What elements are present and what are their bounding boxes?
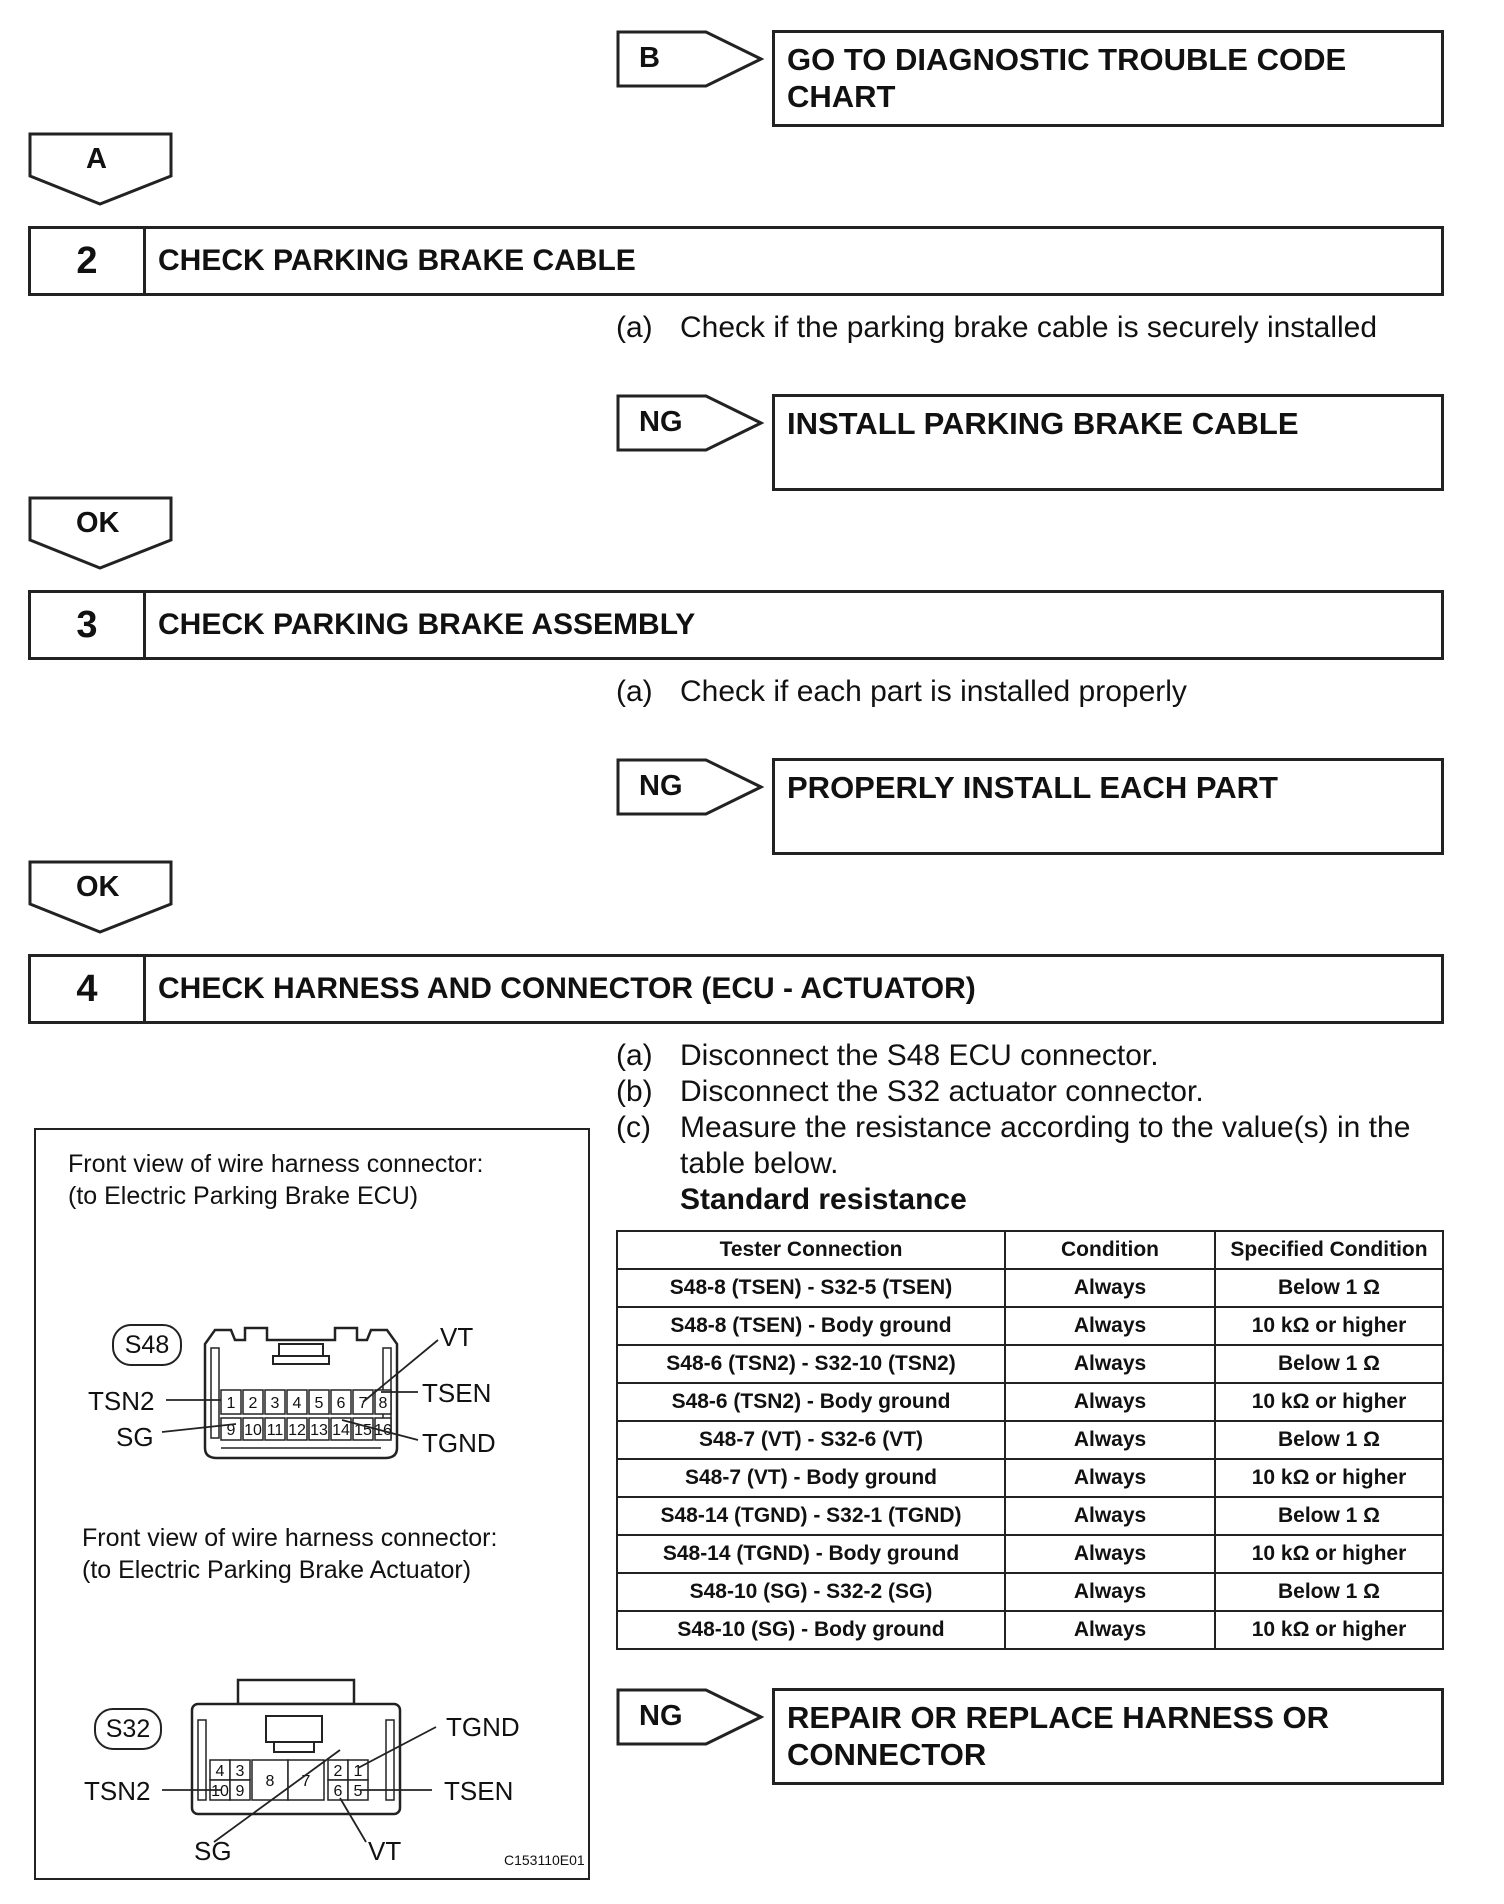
tag-label: OK bbox=[76, 871, 120, 903]
table-cell: S48-10 (SG) - Body ground bbox=[617, 1611, 1005, 1649]
step-2-instruction bbox=[616, 310, 1456, 346]
pin-number: 15 bbox=[354, 1422, 372, 1439]
table-cell: 10 kΩ or higher bbox=[1215, 1383, 1443, 1421]
pin-number: 1 bbox=[353, 1763, 363, 1780]
action-line-1: GO TO DIAGNOSTIC TROUBLE CODE bbox=[787, 42, 1347, 77]
table-row bbox=[617, 1383, 1443, 1421]
instruction-text: Measure the resistance according to the value(s) in the bbox=[680, 1111, 1411, 1144]
table-cell: Always bbox=[1005, 1345, 1215, 1383]
connector-id: S48 bbox=[124, 1330, 170, 1359]
step-3-ok-tag bbox=[28, 860, 174, 934]
step-title: CHECK PARKING BRAKE CABLE bbox=[158, 244, 636, 277]
actuator-leader-lines bbox=[36, 1130, 592, 1882]
tag-label: NG bbox=[639, 406, 683, 438]
instruction-item bbox=[616, 1038, 1466, 1074]
step-title: CHECK PARKING BRAKE ASSEMBLY bbox=[158, 608, 696, 641]
pin-number: 11 bbox=[266, 1422, 284, 1439]
pin-number: 8 bbox=[378, 1395, 388, 1412]
table-row bbox=[617, 1345, 1443, 1383]
vt-label: VT bbox=[368, 1836, 402, 1866]
step-2-ok-tag bbox=[28, 496, 174, 570]
instruction-key: (a) bbox=[616, 1039, 653, 1072]
tag-label: A bbox=[86, 143, 107, 175]
table-cell: 10 kΩ or higher bbox=[1215, 1611, 1443, 1649]
step-number: 2 bbox=[31, 229, 146, 293]
step-4-ng-tag bbox=[616, 1688, 764, 1746]
pin-number: 6 bbox=[333, 1783, 343, 1800]
pin-number: 10 bbox=[244, 1422, 262, 1439]
instruction-text: Check if each part is installed properly bbox=[680, 675, 1187, 708]
connector-id: S32 bbox=[105, 1714, 151, 1743]
tsen-label: TSEN bbox=[422, 1378, 492, 1408]
table-cell: S48-7 (VT) - S32-6 (VT) bbox=[617, 1421, 1005, 1459]
pin-number: 9 bbox=[226, 1422, 236, 1439]
table-cell: Below 1 Ω bbox=[1215, 1573, 1443, 1611]
pin-number: 4 bbox=[292, 1395, 302, 1412]
table-cell: Below 1 Ω bbox=[1215, 1269, 1443, 1307]
table-row bbox=[617, 1459, 1443, 1497]
step-number: 4 bbox=[31, 957, 146, 1021]
tag-label: NG bbox=[639, 1700, 683, 1732]
table-cell: 10 kΩ or higher bbox=[1215, 1307, 1443, 1345]
action-line-2: CONNECTOR bbox=[787, 1737, 987, 1772]
table-row bbox=[617, 1497, 1443, 1535]
step-2-header bbox=[28, 226, 1444, 296]
table-cell: S48-8 (TSEN) - S32-5 (TSEN) bbox=[617, 1269, 1005, 1307]
instruction-item bbox=[616, 1146, 1466, 1182]
pin-number: 1 bbox=[226, 1395, 236, 1412]
instruction-key: (b) bbox=[616, 1075, 653, 1108]
column-header: Tester Connection bbox=[617, 1231, 1005, 1269]
tag-label: B bbox=[639, 42, 660, 74]
tag-label: OK bbox=[76, 507, 120, 539]
result-b-tag bbox=[616, 30, 764, 88]
pin-number: 7 bbox=[358, 1395, 368, 1412]
table-cell: Always bbox=[1005, 1459, 1215, 1497]
pin-number: 14 bbox=[332, 1422, 350, 1439]
action-line-1: REPAIR OR REPLACE HARNESS OR bbox=[787, 1700, 1329, 1735]
pin-number: 5 bbox=[314, 1395, 324, 1412]
tsn2-label: TSN2 bbox=[84, 1776, 151, 1806]
result-b-action bbox=[772, 30, 1444, 127]
caption-line-2: (to Electric Parking Brake Actuator) bbox=[82, 1556, 472, 1584]
table-cell: S48-10 (SG) - S32-2 (SG) bbox=[617, 1573, 1005, 1611]
step-3-instruction bbox=[616, 674, 1456, 710]
step-2-ng-action bbox=[772, 394, 1444, 491]
pin-number: 6 bbox=[336, 1395, 346, 1412]
connector-diagram bbox=[34, 1128, 590, 1880]
table-row bbox=[617, 1269, 1443, 1307]
tgnd-label: TGND bbox=[446, 1712, 520, 1742]
instruction-item bbox=[616, 1074, 1466, 1110]
instruction-text: Disconnect the S32 actuator connector. bbox=[680, 1075, 1204, 1108]
table-cell: Always bbox=[1005, 1269, 1215, 1307]
tsn2-label: TSN2 bbox=[88, 1386, 155, 1416]
table-cell: Always bbox=[1005, 1573, 1215, 1611]
column-header: Condition bbox=[1005, 1231, 1215, 1269]
instruction-text: Check if the parking brake cable is securely installed bbox=[680, 311, 1378, 344]
instruction-text: table below. bbox=[680, 1147, 839, 1180]
pin-number: 9 bbox=[235, 1783, 245, 1800]
table-row bbox=[617, 1421, 1443, 1459]
action-line-1: PROPERLY INSTALL EACH PART bbox=[787, 770, 1278, 805]
instruction-key: (a) bbox=[616, 311, 653, 344]
pin-number: 8 bbox=[265, 1773, 275, 1790]
sg-label: SG bbox=[116, 1422, 154, 1452]
pin-number: 7 bbox=[301, 1773, 311, 1790]
action-line-1: INSTALL PARKING BRAKE CABLE bbox=[787, 406, 1299, 441]
column-header: Specified Condition bbox=[1215, 1231, 1443, 1269]
table-cell: Always bbox=[1005, 1421, 1215, 1459]
resistance-table bbox=[616, 1230, 1444, 1650]
instruction-item bbox=[616, 1110, 1466, 1146]
pin-number: 5 bbox=[353, 1783, 363, 1800]
tag-label: NG bbox=[639, 770, 683, 802]
table-cell: S48-8 (TSEN) - Body ground bbox=[617, 1307, 1005, 1345]
pin-number: 4 bbox=[215, 1763, 225, 1780]
pin-number: 3 bbox=[235, 1763, 245, 1780]
table-row bbox=[617, 1573, 1443, 1611]
caption-line-1: Front view of wire harness connector: bbox=[68, 1150, 484, 1178]
pin-number: 13 bbox=[310, 1422, 328, 1439]
pin-number: 12 bbox=[288, 1422, 306, 1439]
instruction-text: Disconnect the S48 ECU connector. bbox=[680, 1039, 1159, 1072]
instruction-key: (c) bbox=[616, 1111, 651, 1144]
pin-number: 2 bbox=[333, 1763, 343, 1780]
standard-resistance-label: Standard resistance bbox=[680, 1183, 967, 1216]
table-cell: Always bbox=[1005, 1497, 1215, 1535]
table-cell: Always bbox=[1005, 1383, 1215, 1421]
table-cell: S48-6 (TSN2) - S32-10 (TSN2) bbox=[617, 1345, 1005, 1383]
table-cell: Always bbox=[1005, 1611, 1215, 1649]
vt-label: VT bbox=[440, 1322, 474, 1352]
tgnd-label: TGND bbox=[422, 1428, 496, 1458]
step-4-instructions bbox=[616, 1038, 1466, 1218]
table-header-row bbox=[617, 1231, 1443, 1269]
table-cell: 10 kΩ or higher bbox=[1215, 1535, 1443, 1573]
result-a-tag bbox=[28, 132, 174, 206]
pin-number: 16 bbox=[374, 1422, 392, 1439]
step-2-ng-tag bbox=[616, 394, 764, 452]
table-cell: 10 kΩ or higher bbox=[1215, 1459, 1443, 1497]
table-row bbox=[617, 1611, 1443, 1649]
table-cell: Below 1 Ω bbox=[1215, 1345, 1443, 1383]
table-row bbox=[617, 1307, 1443, 1345]
step-number: 3 bbox=[31, 593, 146, 657]
table-cell: S48-14 (TGND) - S32-1 (TGND) bbox=[617, 1497, 1005, 1535]
caption-line-1: Front view of wire harness connector: bbox=[82, 1524, 498, 1552]
pin-number: 10 bbox=[211, 1783, 229, 1800]
table-cell: S48-7 (VT) - Body ground bbox=[617, 1459, 1005, 1497]
caption-line-2: (to Electric Parking Brake ECU) bbox=[68, 1182, 419, 1210]
tsen-label: TSEN bbox=[444, 1776, 514, 1806]
pin-number: 2 bbox=[248, 1395, 258, 1412]
table-row bbox=[617, 1535, 1443, 1573]
sg-label: SG bbox=[194, 1836, 232, 1866]
step-3-ng-action bbox=[772, 758, 1444, 855]
step-3-header bbox=[28, 590, 1444, 660]
step-3-ng-tag bbox=[616, 758, 764, 816]
step-title: CHECK HARNESS AND CONNECTOR (ECU - ACTUATOR) bbox=[158, 972, 976, 1005]
instruction-key: (a) bbox=[616, 675, 653, 708]
action-line-2: CHART bbox=[787, 79, 896, 114]
table-cell: Always bbox=[1005, 1535, 1215, 1573]
step-4-ng-action bbox=[772, 1688, 1444, 1785]
table-cell: Always bbox=[1005, 1307, 1215, 1345]
pin-number: 3 bbox=[270, 1395, 280, 1412]
figure-code: C153110E01 bbox=[504, 1852, 585, 1868]
table-cell: S48-6 (TSN2) - Body ground bbox=[617, 1383, 1005, 1421]
step-4-header bbox=[28, 954, 1444, 1024]
table-cell: Below 1 Ω bbox=[1215, 1497, 1443, 1535]
table-cell: S48-14 (TGND) - Body ground bbox=[617, 1535, 1005, 1573]
table-cell: Below 1 Ω bbox=[1215, 1421, 1443, 1459]
